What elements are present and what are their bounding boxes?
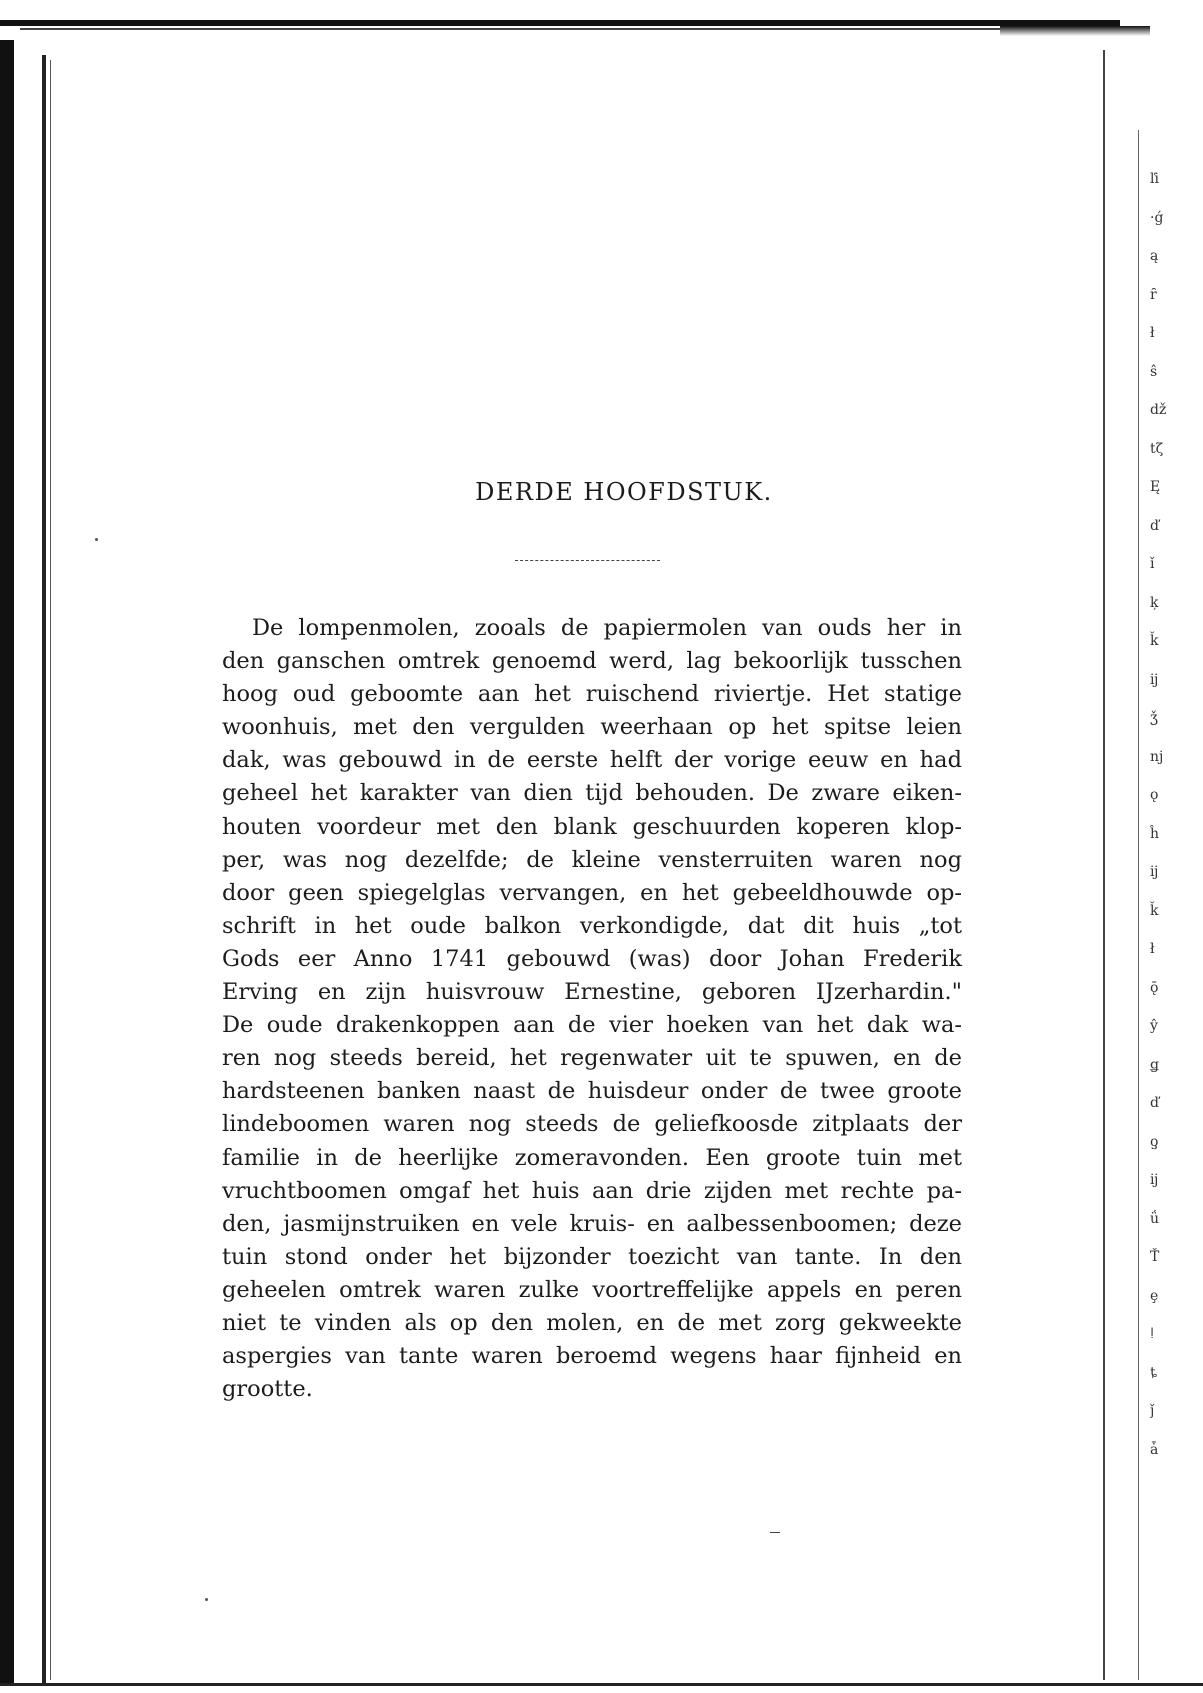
left-page-border-thin: [50, 60, 51, 1680]
bleed-fragment: ǩ: [1150, 902, 1159, 919]
bleed-fragment: ǯ: [1150, 710, 1158, 726]
bleed-fragment: ·ǵ: [1150, 209, 1164, 226]
chapter-paragraph: [222, 612, 962, 1406]
paragraph-line: grootte.: [222, 1376, 313, 1403]
bleed-fragment: ĳ: [1150, 1172, 1158, 1188]
bleed-fragment: ĳ: [1150, 864, 1158, 880]
paragraph-line: De lompenmolen, zooals de papiermolen van ouds her in: [252, 615, 962, 641]
title-separator: [515, 560, 660, 561]
bleed-fragment: ľi: [1150, 171, 1159, 187]
speck: [95, 538, 98, 541]
scan-top-edge: [0, 20, 1120, 26]
bleed-fragment: ǃ: [1150, 1326, 1155, 1342]
paragraph-line: lindeboomen waren nog steeds de geliefkoosde zitplaats der: [222, 1111, 962, 1138]
paragraph-line: geheel het karakter van dien tijd behouden. De zware eiken-: [222, 780, 962, 807]
bleed-fragment: Ę: [1150, 479, 1161, 495]
bleed-fragment: ǥ: [1150, 1056, 1159, 1073]
paragraph-line: dak, was gebouwd in de eerste helft der vorige eeuw en had: [222, 747, 962, 774]
bleed-fragment: ą: [1150, 248, 1159, 264]
bleed-fragment: ď: [1150, 517, 1159, 534]
paragraph-line: aspergies van tante waren beroemd wegens haar fijnheid en: [222, 1343, 962, 1370]
bleed-fragment: ǘ: [1150, 1210, 1160, 1227]
paragraph-line: hoog oud geboomte aan het ruischend riviertje. Het statige: [222, 681, 962, 708]
paragraph-line: Erving en zijn huisvrouw Ernestine, geboren IJzerhardin.": [222, 979, 962, 1006]
paragraph-line: ren nog steeds bereid, het regenwater uit te spuwen, en de: [222, 1045, 962, 1072]
paragraph-line: houten voordeur met den blank geschuurden koperen klop-: [222, 813, 962, 840]
right-page-border: [1103, 50, 1105, 1680]
binding-spine: [0, 40, 14, 1685]
bleed-fragment: ǌ: [1150, 748, 1164, 765]
scan-top-right-shadow: [1000, 26, 1150, 36]
bleed-fragment: ĥ: [1150, 825, 1160, 842]
paragraph-line: den, jasmijnstruiken en vele kruis- en aalbessenboomen; deze: [222, 1210, 962, 1237]
paragraph-line: schrift in het oude balkon verkondigde, dat dit huis „tot: [222, 912, 962, 939]
bleed-through-text: [1150, 160, 1200, 1520]
bleed-fragment: ǫ: [1150, 787, 1159, 803]
bleed-fragment: ǐ: [1150, 556, 1155, 572]
paragraph-line: door geen spiegelglas vervangen, en het gebeeldhouwde op-: [222, 879, 962, 906]
bleed-fragment: ĳ: [1150, 671, 1158, 688]
bleed-fragment: ǡ: [1150, 1441, 1159, 1458]
paragraph-line: geheelen omtrek waren zulke voortreffelijke appels en peren: [222, 1276, 962, 1303]
bleed-fragment: ȶ: [1150, 1364, 1157, 1381]
paragraph-line: niet te vinden als op den molen, en de met zorg gekweekte: [222, 1309, 962, 1336]
paragraph-line: per, was nog dezelfde; de kleine vensterruiten waren nog: [222, 846, 962, 873]
scan-top-edge-line: [20, 28, 1120, 30]
bleed-fragment: ȩ: [1150, 1287, 1159, 1304]
bleed-fragment: ł: [1150, 325, 1155, 341]
bleed-fragment: ǆ: [1150, 402, 1167, 418]
bleed-fragment: tζ: [1150, 440, 1164, 457]
speck: [205, 1598, 208, 1601]
bleed-fragment: ǰ: [1150, 1403, 1155, 1419]
paragraph-line: tuin stond onder het bijzonder toezicht van tante. In den: [222, 1243, 962, 1270]
bleed-fragment: ǭ: [1150, 979, 1159, 996]
paragraph-line: Gods eer Anno 1741 gebouwd (was) door Johan Frederik: [222, 945, 962, 972]
left-page-border: [42, 55, 46, 1685]
bleed-fragment: ł: [1150, 941, 1155, 957]
bleed-fragment: ǩ: [1150, 633, 1159, 649]
bleed-fragment: Ť: [1150, 1249, 1160, 1265]
bleed-fragment: ȓ: [1150, 286, 1157, 303]
bleed-fragment: ŝ: [1150, 363, 1158, 380]
bleed-fragment: ŷ: [1150, 1018, 1158, 1034]
paragraph-line: woonhuis, met den vergulden weerhaan op het spitse leien: [222, 714, 962, 741]
chapter-title: DERDE HOOFDSTUK.: [475, 478, 773, 506]
paragraph-line: familie in de heerlijke zomeravonden. Een groote tuin met: [222, 1144, 962, 1171]
bleed-fragment: ƍ: [1150, 1133, 1159, 1150]
bleed-fragment: ď: [1150, 1095, 1159, 1111]
bottom-mark: [770, 1532, 780, 1533]
bleed-fragment: ķ: [1150, 594, 1159, 611]
paragraph-line: hardsteenen banken naast de huisdeur onder de twee groote: [222, 1078, 962, 1105]
scan-bottom-edge: [0, 1683, 1203, 1686]
right-page-border-thin: [1138, 130, 1139, 1680]
paragraph-line: vruchtboomen omgaf het huis aan drie zijden met rechte pa-: [222, 1177, 962, 1204]
paragraph-line: den ganschen omtrek genoemd werd, lag bekoorlijk tusschen: [222, 648, 962, 675]
binding-gap: [14, 40, 42, 1685]
paragraph-line: De oude drakenkoppen aan de vier hoeken van het dak wa-: [222, 1012, 962, 1039]
